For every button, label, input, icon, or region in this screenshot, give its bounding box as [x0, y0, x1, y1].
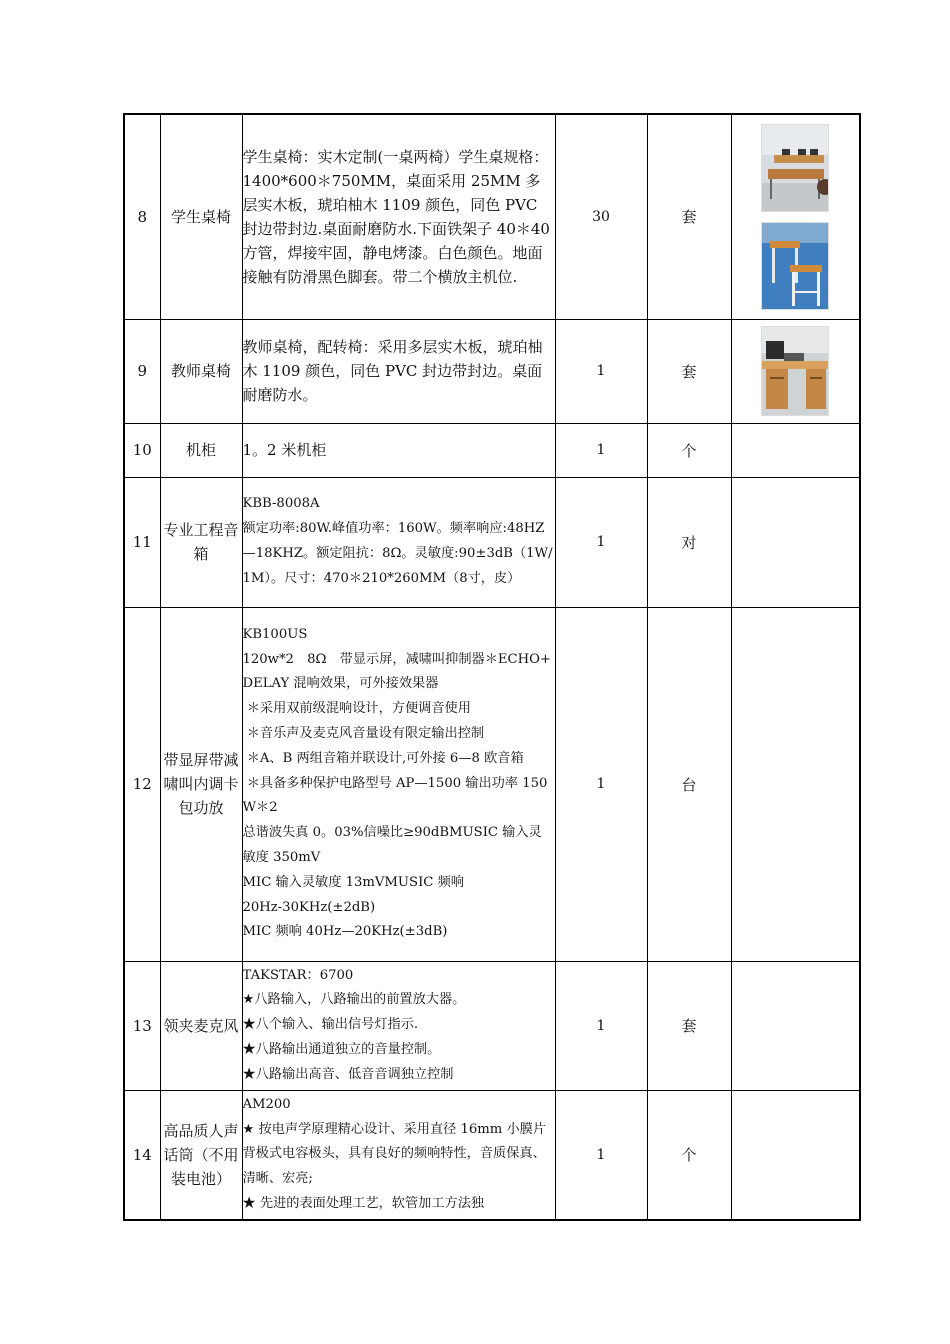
item-images: [731, 319, 860, 423]
item-unit: 套: [647, 114, 731, 319]
item-unit: 套: [647, 961, 731, 1090]
item-images: [731, 961, 860, 1090]
item-spec: TAKSTAR：6700 ★八路输入，八路输出的前置放大器。 ★八个输入、输出信号灯指示. ★八路输出通道独立的音量控制。 ★八路输出高音、低音音调独立控制: [242, 961, 555, 1090]
item-quantity: 30: [555, 114, 647, 319]
row-number: 8: [124, 114, 160, 319]
item-images: [731, 477, 860, 607]
item-unit: 台: [647, 607, 731, 961]
table-row: [124, 319, 860, 423]
item-name: 机柜: [160, 423, 242, 477]
row-number: 10: [124, 423, 160, 477]
item-spec: KB100US 120w*2 8Ω 带显示屏，减啸叫抑制器＊ECHO+DELAY 混响效果，可外接效果器 ＊采用双前级混响设计，方便调音使用 ＊音乐声及麦克风音量设有限定输出控制 ＊A、B 两组音箱并联设计,可外接 6—8 欧音箱 ＊具备多种保护电路型号 AP—1500 输出功率 150W＊2 总谐波失真 0。03%信噪比≥90dBMUSIC 输入灵敏度 350mV MIC 输入灵敏度 13mVMUSIC 频响 20Hz-30KHz(±2dB) MIC 频响 40Hz—20KHz(±3dB): [242, 607, 555, 961]
item-images: [731, 1090, 860, 1220]
teacher-desk-photo: [761, 326, 829, 416]
item-images: [731, 114, 860, 319]
item-name: 学生桌椅: [160, 114, 242, 319]
item-unit: 个: [647, 423, 731, 477]
item-name: 高品质人声话筒（不用装电池）: [160, 1090, 242, 1220]
item-quantity: 1: [555, 607, 647, 961]
classroom-desks-photo: [761, 124, 829, 212]
item-quantity: 1: [555, 423, 647, 477]
equipment-spec-table: [123, 113, 861, 1221]
row-number: 14: [124, 1090, 160, 1220]
item-name: 领夹麦克风: [160, 961, 242, 1090]
row-number: 9: [124, 319, 160, 423]
item-spec: AM200 ★ 按电声学原理精心设计、采用直径 16mm 小膜片背极式电容极头，具有良好的频响特性，音质保真、清晰、宏亮; ★ 先进的表面处理工艺，软管加工方法独: [242, 1090, 555, 1220]
item-spec: 学生桌椅：实木定制(一桌两椅）学生桌规格：1400*600＊750MM，桌面采用 25MM 多层实木板，琥珀柚木 1109 颜色，同色 PVC 封边带封边.桌面耐磨防水.下面铁架子 40＊40 方管，焊接牢固，静电烤漆。白色颜色。地面接触有防滑黑色脚套。带二个横放主机位.: [242, 114, 555, 319]
item-quantity: 1: [555, 1090, 647, 1220]
item-images: [731, 423, 860, 477]
item-unit: 个: [647, 1090, 731, 1220]
table-row: [124, 607, 860, 961]
item-spec: KBB-8008A 额定功率:80W.峰值功率：160W。频率响应:48HZ—18KHZ。额定阻抗：8Ω。灵敏度:90±3dB（1W/1M）。尺寸：470＊210*260MM（8寸，皮）: [242, 477, 555, 607]
item-spec: 1。2 米机柜: [242, 423, 555, 477]
item-images: [731, 607, 860, 961]
row-number: 11: [124, 477, 160, 607]
table-row: [124, 961, 860, 1090]
table-row: [124, 1090, 860, 1220]
table-row: [124, 477, 860, 607]
table-row: [124, 114, 860, 319]
item-name: 带显屏带减啸叫内调卡包功放: [160, 607, 242, 961]
item-quantity: 1: [555, 477, 647, 607]
item-quantity: 1: [555, 961, 647, 1090]
item-name: 专业工程音箱: [160, 477, 242, 607]
item-unit: 套: [647, 319, 731, 423]
row-number: 12: [124, 607, 160, 961]
item-unit: 对: [647, 477, 731, 607]
table-row: [124, 423, 860, 477]
item-spec: 教师桌椅，配转椅：采用多层实木板，琥珀柚木 1109 颜色，同色 PVC 封边带封边。桌面耐磨防水。: [242, 319, 555, 423]
row-number: 13: [124, 961, 160, 1090]
item-name: 教师桌椅: [160, 319, 242, 423]
wooden-stools-photo: [761, 222, 829, 310]
item-quantity: 1: [555, 319, 647, 423]
